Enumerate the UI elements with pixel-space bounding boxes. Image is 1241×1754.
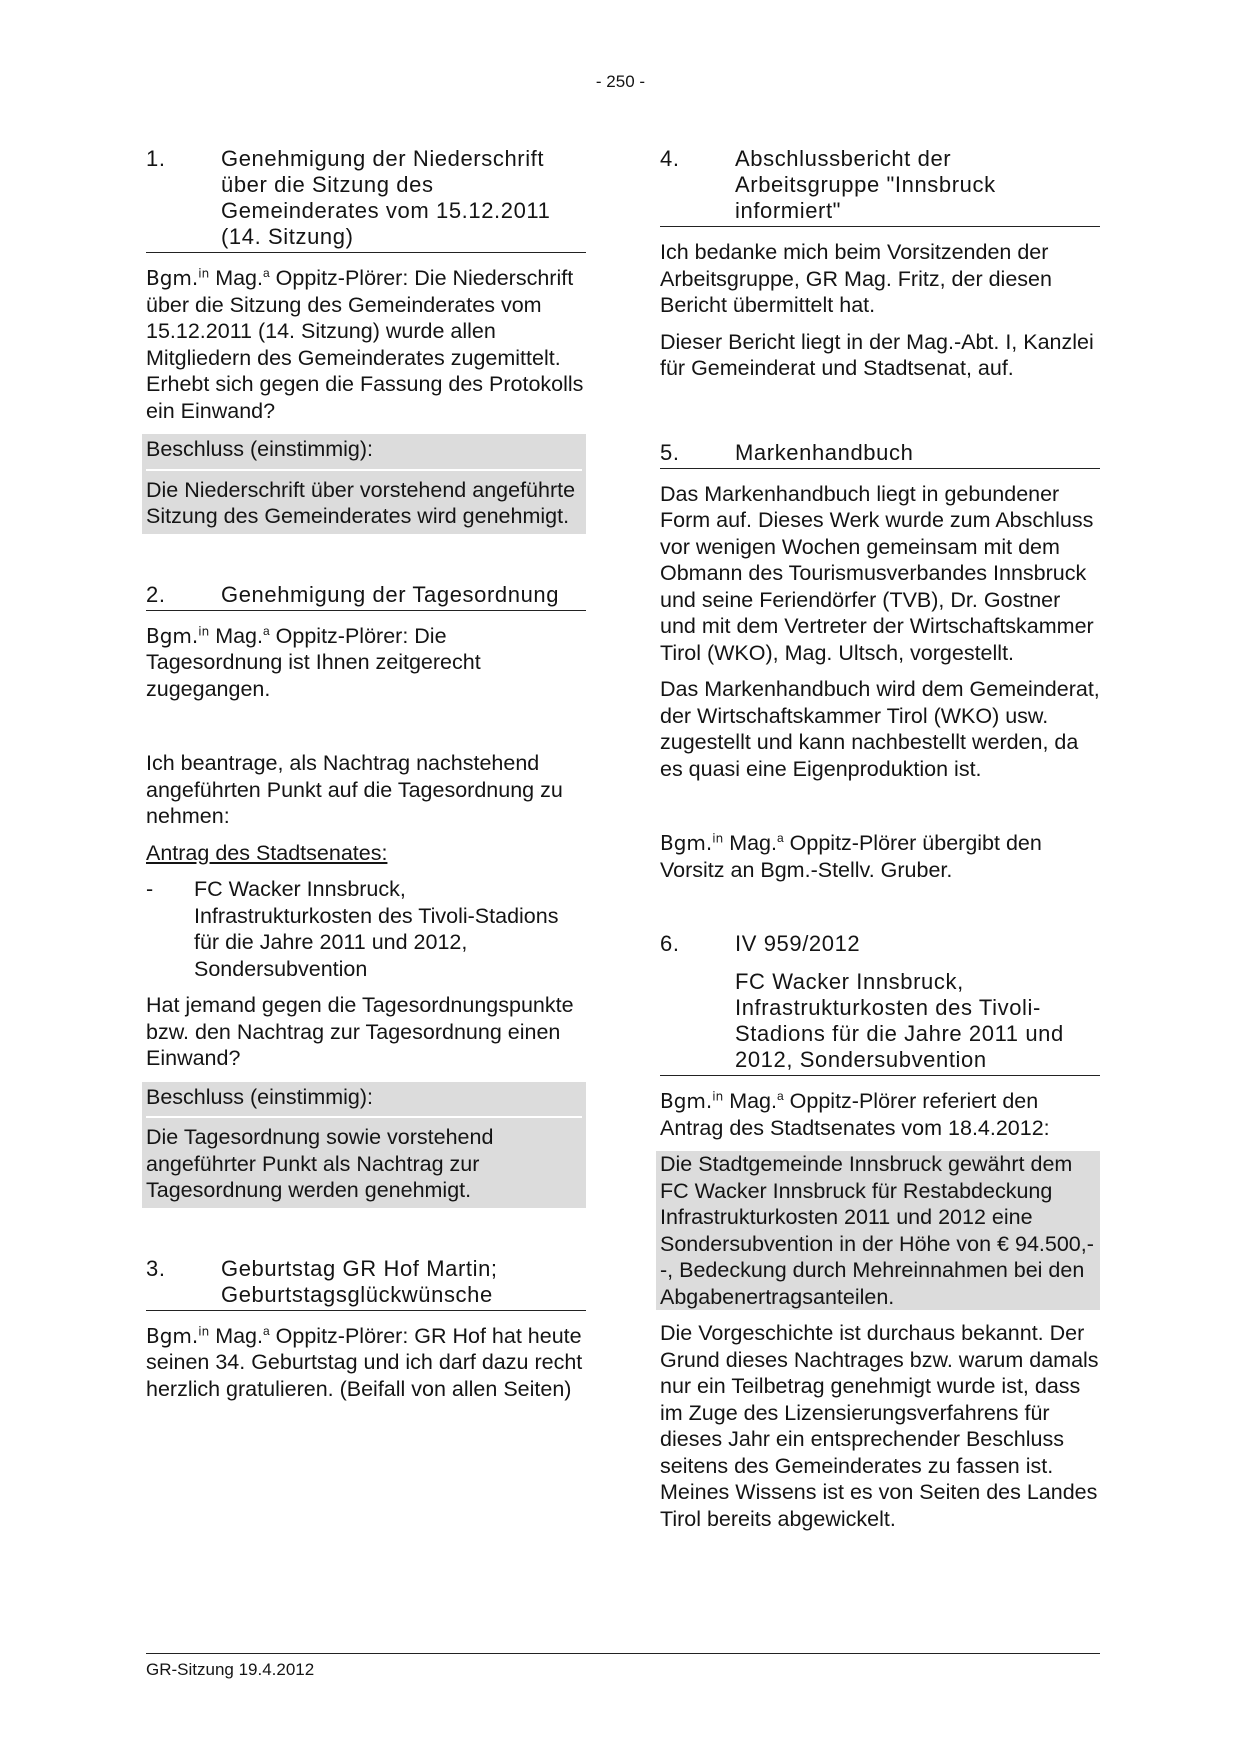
section-title: Geburtstag GR Hof Martin; Geburtstagsglückwünsche [221, 1255, 498, 1307]
resolution-text: Die Tagesordnung sowie vorstehend angeführter Punkt als Nachtrag zur Tagesordnung werden genehmigt. [146, 1125, 494, 1202]
left-column [146, 146, 586, 1412]
section-number: 3. [146, 1255, 166, 1281]
resolution-text: Die Niederschrift über vorstehend angeführte Sitzung des Gemeinderates wird genehmigt. [146, 477, 576, 528]
section-5-heading [660, 440, 1100, 469]
motion-text: Die Stadtgemeinde Innsbruck gewährt dem FC Wacker Innsbruck für Restabdeckung Infrastrukturkosten 2011 und 2012 eine Sondersubvention in der Höhe von € 94.500,--, Bedeckung durch Mehreinnahmen bei den Abgabenertragsanteilen. [660, 1152, 1094, 1309]
paragraph: Ich beantrage, als Nachtrag nachstehend angeführten Punkt auf die Tagesordnung zu nehmen: [146, 751, 563, 828]
speaker-paragraph: Bgm.$^{in}$ Mag.$^a$ Oppitz-Plörer übergibt den Vorsitz an Bgm.-Stellv. Gruber. [660, 830, 1042, 882]
list-item-text: FC Wacker Innsbruck, Infrastrukturkosten des Tivoli-Stadions für die Jahre 2011 und 2012, Sondersubvention [194, 877, 559, 981]
section-6-heading [660, 931, 1100, 1076]
motion-box [656, 1151, 1100, 1310]
list-item [146, 876, 586, 982]
section-number: 6. [660, 931, 680, 956]
paragraph: Die Vorgeschichte ist durchaus bekannt. Der Grund dieses Nachtrages bzw. warum damals nur ein Teilbetrag genehmigt wurde ist, dass im Zuge des Lizensierungsverfahrens für dieses Jahr ein entsprechender Beschluss seitens des Gemeinderates zu fassen ist. Meines Wissens ist es von Seiten des Landes Tirol bereits abgewickelt. [660, 1321, 1099, 1531]
paragraph: Das Markenhandbuch wird dem Gemeinderat, der Wirtschaftskammer Tirol (WKO) usw. zugestellt und kann nachbestellt werden, da es quasi eine Eigenproduktion ist. [660, 677, 1100, 781]
section-title: Genehmigung der Niederschrift über die Sitzung des Gemeinderates vom 15.12.2011 (14. Sitzung) [221, 146, 551, 249]
resolution-box [142, 1082, 586, 1208]
paragraph: Das Markenhandbuch liegt in gebundener Form auf. Dieses Werk wurde zum Abschluss vor wenigen Wochen gemeinsam mit dem Obmann des Tourismusverbandes Innsbruck und seine Feriendörfer (TVB), Dr. Gostner und mit dem Vertreter der Wirtschaftskammer Tirol (WKO), Mag. Ultsch, vorgestellt. [660, 481, 1094, 665]
speaker-title: Bgm.$^{in}$ [660, 831, 724, 855]
footer-divider [146, 1653, 1100, 1654]
speaker-title: Bgm.$^{in}$ [146, 623, 210, 648]
paragraph: Hat jemand gegen die Tagesordnungspunkte bzw. den Nachtrag zur Tagesordnung einen Einwand? [146, 993, 574, 1070]
right-column [660, 146, 1100, 1542]
section-number: 5. [660, 439, 680, 465]
section-2-heading [146, 582, 586, 611]
speaker-title: Bgm.$^{in}$ [146, 266, 210, 290]
section-4-heading [660, 146, 1100, 227]
list-dash: - [146, 877, 154, 901]
section-1-heading [146, 146, 586, 253]
section-number: 4. [660, 146, 680, 171]
speaker-paragraph: Bgm.$^{in}$ Mag.$^a$ Oppitz-Plörer: Die Niederschrift über die Sitzung des Gemeinderates vom 15.12.2011 (14. Sitzung) wurde allen Mitgliedern des Gemeinderates zugemittelt. Erhebt sich gegen die Fassung des Protokolls ein Einwand? [146, 265, 584, 423]
paragraph: Dieser Bericht liegt in der Mag.-Abt. I, Kanzlei für Gemeinderat und Stadtsenat, auf. [660, 329, 1094, 380]
resolution-box [142, 434, 586, 534]
speaker-title: Bgm.$^{in}$ [146, 1323, 210, 1348]
iv-number: IV 959/2012 [735, 931, 861, 956]
section-title: FC Wacker Innsbruck, Infrastrukturkosten des Tivoli-Stadions für die Jahre 2011 und 2012, Sondersubvention [735, 969, 1064, 1072]
resolution-label: Beschluss (einstimmig): [146, 434, 582, 471]
speaker-paragraph: Bgm.$^{in}$ Mag.$^a$ Oppitz-Plörer: GR Hof hat heute seinen 34. Geburtstag und ich darf dazu recht herzlich gratulieren. (Beifall von allen Seiten) [146, 1323, 583, 1401]
antrag-heading: Antrag des Stadtsenates: [146, 840, 388, 865]
section-3-heading [146, 1256, 586, 1311]
resolution-label: Beschluss (einstimmig): [146, 1082, 582, 1119]
speaker-paragraph: Bgm.$^{in}$ Mag.$^a$ Oppitz-Plörer: Die Tagesordnung ist Ihnen zeitgerecht zugegangen. [146, 623, 481, 701]
section-number: 1. [146, 146, 166, 171]
section-title: Genehmigung der Tagesordnung [221, 581, 560, 607]
page-number: - 250 - [595, 72, 646, 91]
section-title: Markenhandbuch [735, 439, 914, 465]
paragraph: Ich bedanke mich beim Vorsitzenden der Arbeitsgruppe, GR Mag. Fritz, der diesen Bericht übermittelt hat. [660, 240, 1052, 317]
section-number: 2. [146, 581, 166, 607]
footer: GR-Sitzung 19.4.2012 [146, 1660, 315, 1679]
speaker-title: Bgm.$^{in}$ [660, 1089, 724, 1113]
speaker-paragraph: Bgm.$^{in}$ Mag.$^a$ Oppitz-Plörer referiert den Antrag des Stadtsenates vom 18.4.2012: [660, 1088, 1050, 1140]
section-title: Abschlussbericht der Arbeitsgruppe "Innsbruck informiert" [735, 146, 996, 223]
